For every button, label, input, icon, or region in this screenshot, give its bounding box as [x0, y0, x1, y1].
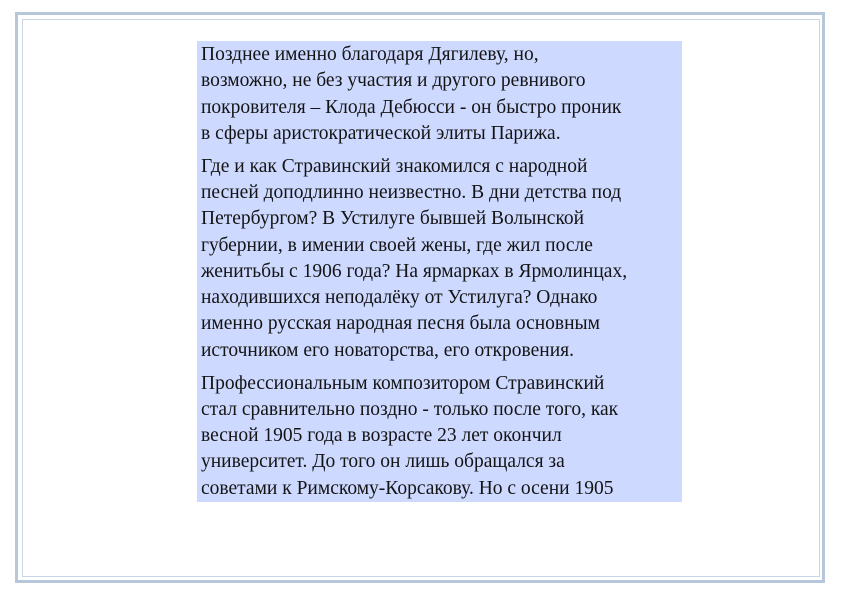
text-line: губернии, в имении своей жены, где жил после: [201, 234, 593, 256]
text-line: Позднее именно благодаря Дягилеву, но,: [201, 44, 539, 65]
paragraph-3: [201, 371, 678, 502]
text-line: именно русская народная песня была основным: [201, 313, 600, 335]
text-line: женитьбы с 1906 года? На ярмарках в Ярмолинцах,: [201, 260, 628, 282]
text-block: [197, 41, 682, 502]
text-line: Петербургом? В Устилуге бывшей Волынской: [201, 208, 585, 230]
paragraph-2: [201, 154, 678, 364]
text-line: университет. До того он лишь обращался за: [201, 451, 565, 473]
text-line: Где и как Стравинский знакомился с народной: [201, 155, 588, 177]
text-line: стал сравнительно поздно - только после того, как: [201, 398, 619, 420]
text-line: в сферы аристократической элиты Парижа.: [201, 122, 561, 144]
paragraph-1: [201, 42, 678, 147]
text-line: весной 1905 года в возрасте 23 лет окончил: [201, 425, 562, 447]
text-line: источником его новаторства, его откровения.: [201, 339, 574, 361]
text-line: возможно, не без участия и другого ревнивого: [201, 70, 586, 92]
text-line: песней доподлинно неизвестно. В дни детства под: [201, 181, 622, 203]
text-line: покровителя – Клода Дебюсси - он быстро проник: [201, 96, 622, 118]
text-line: Профессиональным композитором Стравинский: [201, 372, 605, 394]
text-line: советами к Римскому-Корсакову. Но с осени 1905: [201, 477, 614, 499]
text-line: находившихся неподалёку от Устилуга? Однако: [201, 287, 598, 309]
